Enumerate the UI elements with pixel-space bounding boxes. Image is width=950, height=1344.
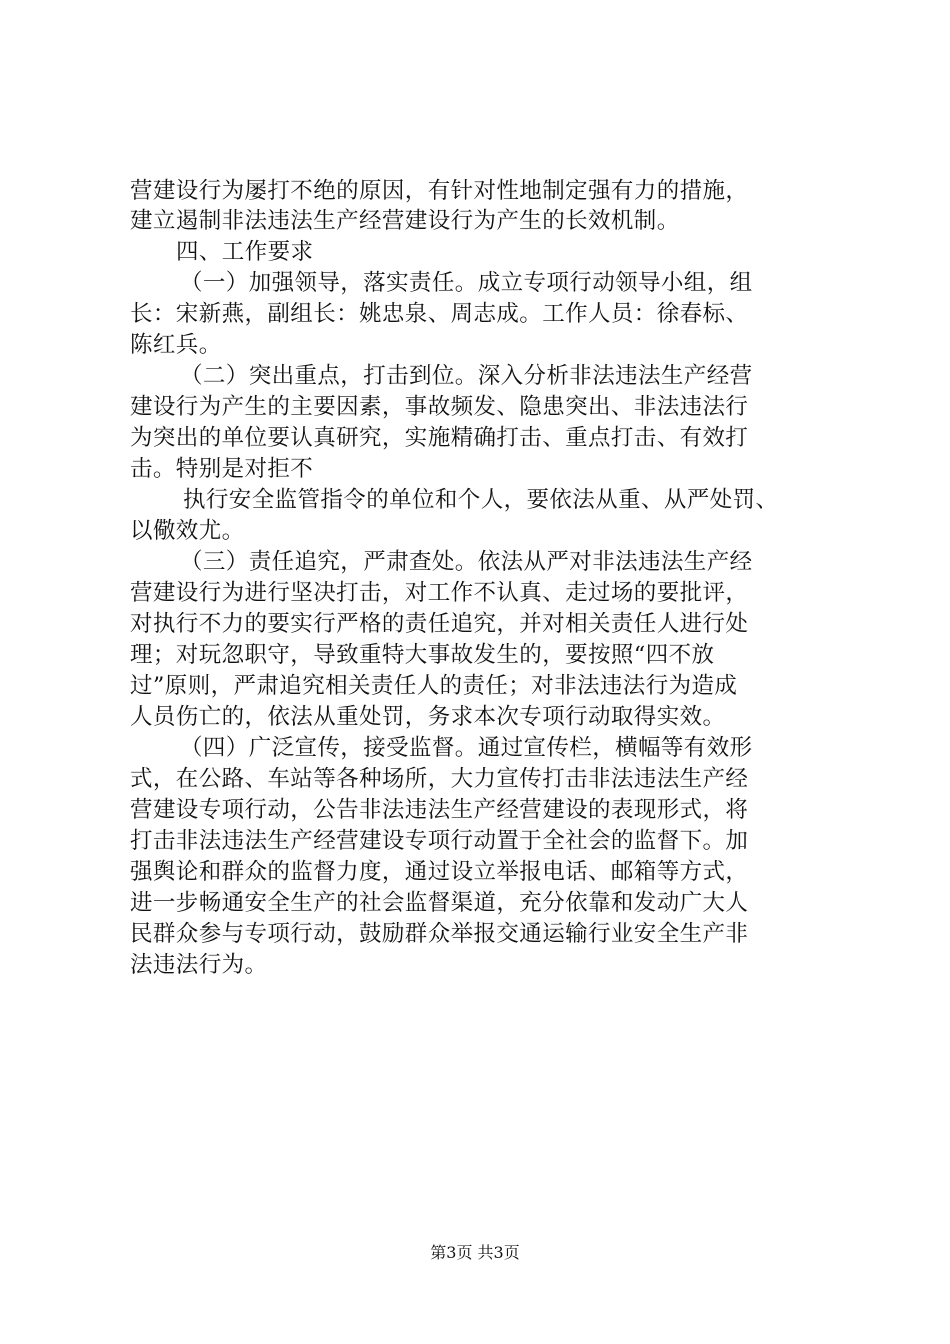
text-line: 为突出的单位要认真研究，实施精确打击、重点打击、有效打 bbox=[130, 425, 749, 451]
text-line: 营建设专项行动，公告非法违法生产经营建设的表现形式，将 bbox=[130, 797, 749, 823]
text-line: 以儆效尤。 bbox=[130, 518, 245, 544]
text-line: 法违法行为。 bbox=[130, 952, 268, 978]
text-line: 过”原则，严肃追究相关责任人的责任；对非法违法行为造成 bbox=[130, 673, 738, 699]
text-line: 对执行不力的要实行严格的责任追究，并对相关责任人进行处 bbox=[130, 611, 749, 637]
text-line: 强舆论和群众的监督力度，通过设立举报电话、邮箱等方式， bbox=[130, 859, 749, 885]
text-line: （四）广泛宣传，接受监督。通过宣传栏，横幅等有效形 bbox=[180, 735, 753, 761]
text-line: 长：宋新燕，副组长：姚忠泉、周志成。工作人员：徐春标、 bbox=[130, 301, 749, 327]
text-line: 民群众参与专项行动，鼓励群众举报交通运输行业安全生产非 bbox=[130, 921, 749, 947]
text-line: 陈红兵。 bbox=[130, 332, 222, 358]
text-line: 执行安全监管指令的单位和个人，要依法从重、从严处罚、 bbox=[183, 487, 779, 513]
page-footer: 第3页 共3页 bbox=[430, 1243, 520, 1262]
section-heading: 四、工作要求 bbox=[176, 239, 314, 265]
text-line: 营建设行为进行坚决打击，对工作不认真、走过场的要批评， bbox=[130, 580, 749, 606]
text-line: （一）加强领导，落实责任。成立专项行动领导小组，组 bbox=[180, 270, 753, 296]
text-line: 式，在公路、车站等各种场所，大力宣传打击非法违法生产经 bbox=[130, 766, 749, 792]
text-line: 营建设行为屡打不绝的原因，有针对性地制定强有力的措施， bbox=[130, 178, 749, 204]
text-line: 打击非法违法生产经营建设专项行动置于全社会的监督下。加 bbox=[130, 828, 749, 854]
text-line: 建设行为产生的主要因素，事故频发、隐患突出、非法违法行 bbox=[130, 394, 749, 420]
text-line: 进一步畅通安全生产的社会监督渠道，充分依靠和发动广大人 bbox=[130, 890, 749, 916]
text-line: 击。特别是对拒不 bbox=[130, 456, 314, 482]
text-line: 建立遏制非法违法生产经营建设行为产生的长效机制。 bbox=[130, 208, 680, 234]
text-line: （二）突出重点，打击到位。深入分析非法违法生产经营 bbox=[180, 363, 753, 389]
text-line: 理；对玩忽职守，导致重特大事故发生的，要按照“四不放 bbox=[130, 642, 715, 668]
text-line: 人员伤亡的，依法从重处罚，务求本次专项行动取得实效。 bbox=[130, 704, 726, 730]
text-line: （三）责任追究，严肃查处。依法从严对非法违法生产经 bbox=[180, 549, 753, 575]
